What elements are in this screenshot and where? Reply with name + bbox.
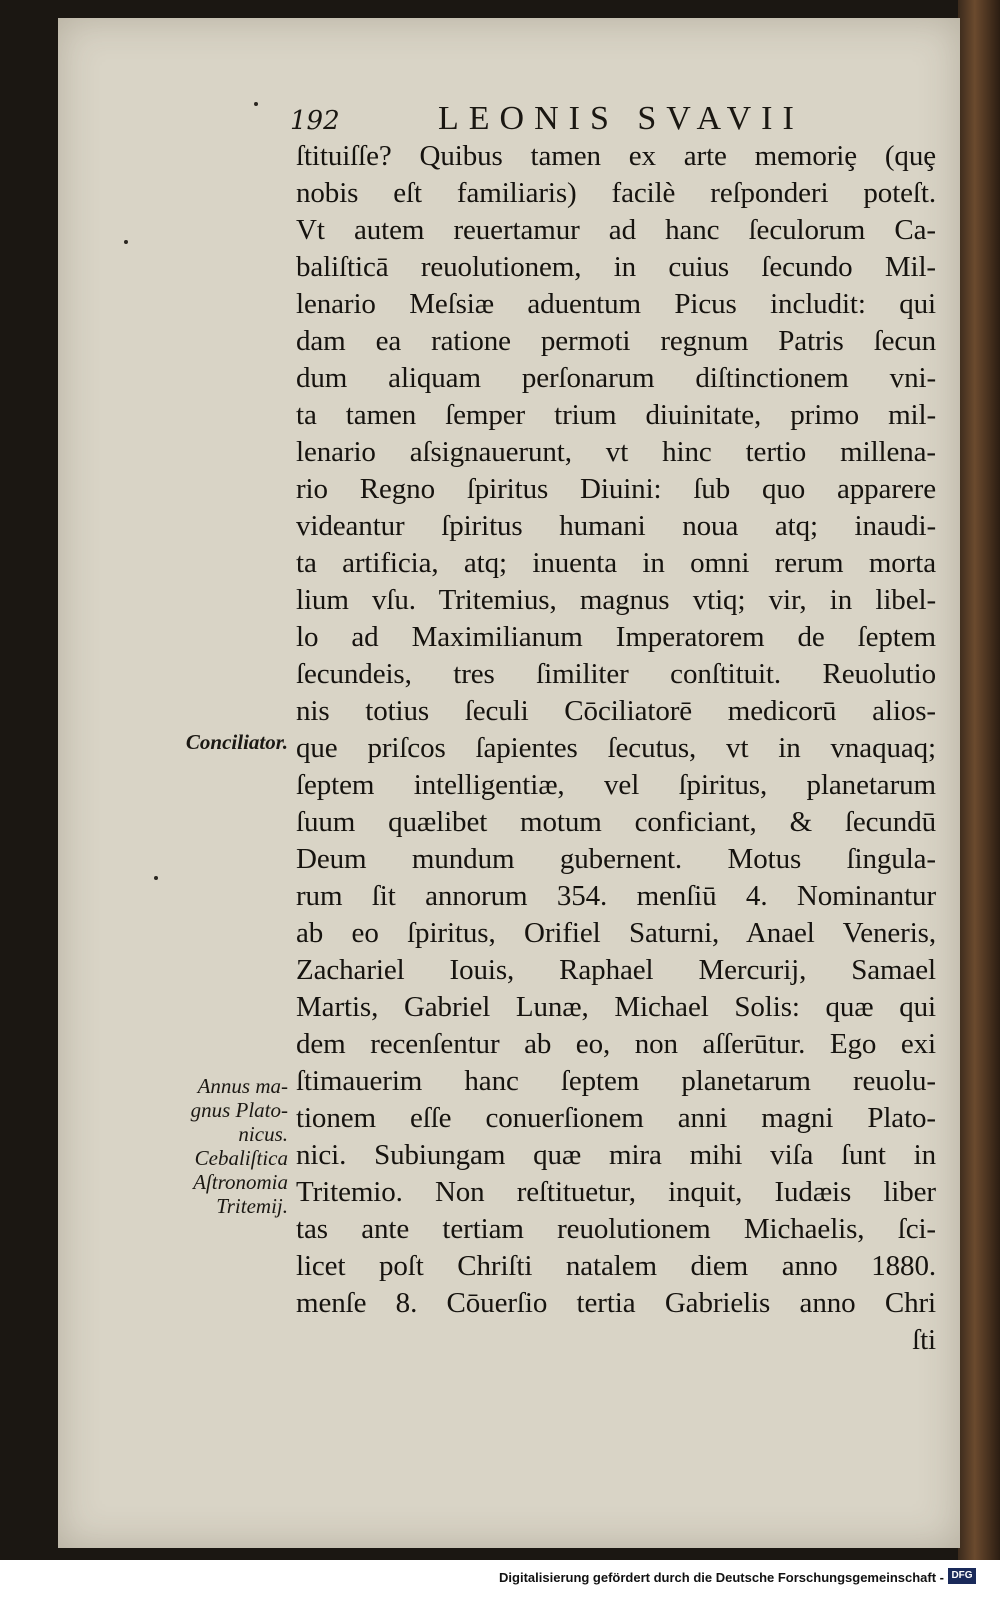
dfg-logo: DFG — [948, 1568, 976, 1584]
text-line: baliſticā reuolutionem, in cuius ſecundo Mil- — [296, 251, 936, 283]
text-line: rio Regno ſpiritus Diuini: ſub quo apparere — [296, 473, 936, 505]
text-line: dam ea ratione permoti regnum Patris ſecun — [296, 325, 936, 357]
marginal-note-annus-magnus — [130, 1074, 288, 1218]
marginal-note-line: Cebaliſtica — [194, 1146, 288, 1170]
text-line: Deum mundum gubernent. Motus ſingula- — [296, 843, 936, 875]
marginal-note-line: nicus. — [238, 1122, 288, 1146]
text-line: menſe 8. Cōuerſio tertia Gabrielis anno Chri — [296, 1287, 936, 1319]
catchword: ſti — [912, 1324, 936, 1356]
text-line: ſeptem intelligentiæ, vel ſpiritus, planetarum — [296, 769, 936, 801]
text-line: nobis eſt familiaris) facilè reſponderi poteſt. — [296, 177, 936, 209]
footer-bar — [0, 1560, 1000, 1597]
text-line: licet poſt Chriſti natalem diem anno 1880. — [296, 1250, 936, 1282]
page-header — [290, 100, 810, 140]
text-line: ab eo ſpiritus, Orifiel Saturni, Anael Veneris, — [296, 917, 936, 949]
text-line: videantur ſpiritus humani noua atq; inaudi- — [296, 510, 936, 542]
book-spine — [958, 0, 1000, 1560]
text-line: Vt autem reuertamur ad hanc ſeculorum Ca- — [296, 214, 936, 246]
text-line: nici. Subiungam quæ mira mihi viſa ſunt in — [296, 1139, 936, 1171]
text-line: nis totius ſeculi Cōciliatorē medicorū alios- — [296, 695, 936, 727]
text-line: rum ſit annorum 354. menſiū 4. Nominantur — [296, 880, 936, 912]
marginal-note-conciliator: Conciliator. — [185, 730, 288, 754]
text-line: ſtituiſſe? Quibus tamen ex arte memoriȩ (quȩ — [296, 140, 936, 172]
ink-speck — [254, 102, 258, 106]
text-line: dum aliquam perſonarum diſtinctionem vni- — [296, 362, 936, 394]
ink-speck — [154, 876, 158, 880]
ink-speck — [124, 240, 128, 244]
text-line: ſtimauerim hanc ſeptem planetarum reuolu- — [296, 1065, 936, 1097]
marginal-note-line: Tritemij. — [216, 1194, 288, 1218]
text-line: tas ante tertiam reuolutionem Michaelis, ſci- — [296, 1213, 936, 1245]
text-line: Zachariel Iouis, Raphael Mercurij, Samael — [296, 954, 936, 986]
text-line: Tritemio. Non reſtituetur, inquit, Iudæis liber — [296, 1176, 936, 1208]
text-line: ſuum quælibet motum conficiant, & ſecundū — [296, 806, 936, 838]
marginal-note-line: Aſtronomia — [193, 1170, 288, 1194]
text-line: tionem eſſe conuerſionem anni magni Plato- — [296, 1102, 936, 1134]
text-line: dem recenſentur ab eo, non aſſerūtur. Ego exi — [296, 1028, 936, 1060]
page-number: 192 — [290, 106, 340, 136]
running-title: LEONIS SVAVII — [438, 100, 804, 137]
text-line: lium vſu. Tritemius, magnus vtiq; vir, in libel- — [296, 584, 936, 616]
text-line: ta artificia, atq; inuenta in omni rerum morta — [296, 547, 936, 579]
text-line: ta tamen ſemper trium diuinitate, primo mil- — [296, 399, 936, 431]
marginal-note-line: Annus ma- — [197, 1074, 288, 1098]
marginal-note-line: gnus Plato- — [190, 1098, 288, 1122]
text-line: Martis, Gabriel Lunæ, Michael Solis: quæ qui — [296, 991, 936, 1023]
funding-credit: Digitalisierung gefördert durch die Deutsche Forschungsgemeinschaft - — [499, 1570, 944, 1585]
text-line: lo ad Maximilianum Imperatorem de ſeptem — [296, 621, 936, 653]
text-line: que priſcos ſapientes ſecutus, vt in vnaquaq; — [296, 732, 936, 764]
text-line: lenario aſsignauerunt, vt hinc tertio millena- — [296, 436, 936, 468]
text-line: ſecundeis, tres ſimiliter conſtituit. Reuolutio — [296, 658, 936, 690]
body-text — [296, 138, 936, 1359]
text-line: lenario Meſsiæ aduentum Picus includit: qui — [296, 288, 936, 320]
